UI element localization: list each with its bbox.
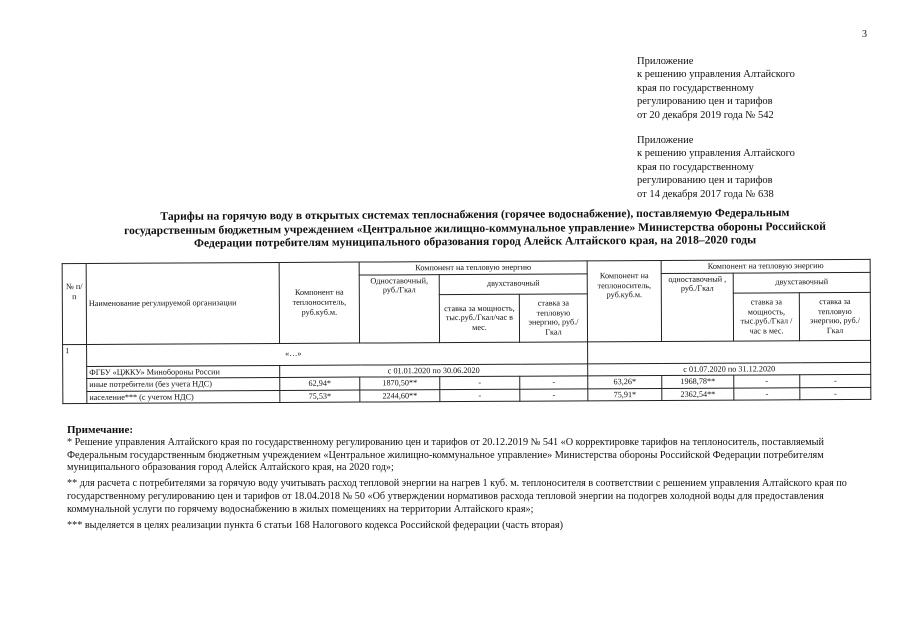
row-label: население*** (с учетом НДС) (87, 390, 280, 404)
row-number: 1 (63, 344, 87, 404)
page-number: 3 (862, 29, 867, 40)
p2-single: 1968,78** (662, 375, 734, 388)
header-energy-rate-2: ставка за тепловую энергию, руб./Гкал (799, 292, 870, 340)
appendix-line: Приложение (637, 135, 694, 146)
appendix-line: к решению управления Алтайского (637, 148, 795, 160)
header-single-rate: Одноставочный, руб./Гкал (359, 274, 439, 342)
p2-energy: - (800, 375, 871, 388)
p1-capacity: - (440, 376, 520, 389)
p1-single: 2244,60** (360, 389, 440, 402)
appendix-line: Приложение (637, 56, 694, 67)
period-1: с 01.01.2020 по 30.06.2020 (280, 363, 588, 377)
header-energy-component-2: Компонент на тепловую энергию (661, 259, 870, 273)
row-label: иные потребители (без учета НДС) (87, 378, 280, 392)
header-two-rate-2: двухставочный (733, 272, 870, 293)
ellipsis-cell-right (588, 340, 871, 363)
p1-single: 1870,50** (360, 377, 440, 390)
period-2: с 01.07.2020 по 31.12.2020 (588, 362, 871, 376)
p1-energy: - (520, 389, 588, 402)
note-item: *** выделяется в целях реализации пункта 6 статьи 168 Налогового кодекса Российской федерации (часть вторая) (67, 519, 564, 531)
ellipsis-cell: «…» (87, 341, 588, 366)
appendix-line: края по государственному (637, 82, 754, 94)
note-item: * Решение управления Алтайского края по государственному регулированию цен и тарифов от 20.12.2019 № 541 «О корректировке тарифов на теплоноситель, поставляемый Федеральным государственным бюджетным учреждением «Центральное жилищно-коммунальное управление» Министерства обороны Российской Федерации потребителям муниципального образования город Алейск Алтайского края, на 2020 год»; (67, 436, 824, 474)
org-name-cell: ФГБУ «ЦЖКУ» Минобороны России (87, 365, 280, 379)
header-carrier-component: Компонент на теплоноситель, руб.куб.м. (279, 262, 359, 343)
header-capacity-rate: ставка за мощность, тыс.руб./Гкал/час в мес. (439, 294, 519, 342)
header-capacity-rate-2: ставка за мощность, тыс.руб./Гкал / час в мес. (733, 292, 799, 340)
appendix-line: регулированию цен и тарифов (637, 96, 773, 108)
p1-carrier: 62,94* (280, 377, 360, 390)
header-carrier-component-2: Компонент на теплоноситель, руб.куб.м. (587, 260, 661, 341)
p2-capacity: - (734, 388, 800, 401)
title-line: Федерации потребителям муниципального образования город Алейск Алтайского края, на 2018–2020 годы (193, 233, 757, 250)
p2-carrier: 63,26* (588, 376, 662, 389)
appendix-line: регулированию цен и тарифов (637, 175, 773, 187)
notes-heading: Примечание: (67, 424, 134, 436)
appendix-block-1 (637, 55, 795, 122)
appendix-block-2 (637, 134, 795, 201)
appendix-line: от 20 декабря 2019 года № 542 (637, 109, 774, 121)
title-line: государственным бюджетным учреждением «Центральное жилищно-коммунальное управление» Министерства обороны Российской (124, 219, 826, 237)
p2-single: 2362,54** (662, 388, 734, 401)
tariff-table (62, 259, 872, 405)
header-single-rate-2: одноставочный , руб./Гкал (661, 273, 733, 341)
document-title (70, 206, 880, 252)
notes (67, 424, 875, 535)
header-org-name: Наименование регулируемой организации (86, 262, 279, 344)
appendix-line: от 14 декабря 2017 года № 638 (637, 188, 774, 200)
p2-carrier: 75,91* (588, 388, 662, 401)
p1-carrier: 75,53* (280, 390, 360, 403)
appendix-line: края по государственному (637, 161, 754, 173)
p2-energy: - (800, 387, 871, 400)
p1-energy: - (520, 376, 588, 389)
header-energy-rate: ставка за тепловую энергию, руб./Гкал (519, 293, 587, 341)
p2-capacity: - (734, 375, 800, 388)
appendix-line: к решению управления Алтайского (637, 69, 795, 81)
note-item: ** для расчета с потребителями за горячую воду учитывать расход тепловой энергии на нагрев 1 куб. м. теплоносителя в соответствии с решением управления Алтайского края по государственному регулированию цен и тарифов от 18.04.2018 № 50 «Об утверждении нормативов расхода тепловой энергии на подогрев холодной воды для предоставления коммунальной услуги по горячему водоснабжению в жилых помещениях на территории Алтайского края»; (67, 478, 847, 515)
header-num: № п/ п (62, 263, 86, 344)
title-line: Тарифы на горячую воду в открытых системах теплоснабжения (горячее водоснабжение), поставляемую Федеральным (160, 206, 790, 223)
header-energy-component: Компонент на тепловую энергию (359, 261, 587, 275)
header-two-rate: двухставочный (439, 273, 587, 294)
p1-capacity: - (440, 389, 520, 402)
